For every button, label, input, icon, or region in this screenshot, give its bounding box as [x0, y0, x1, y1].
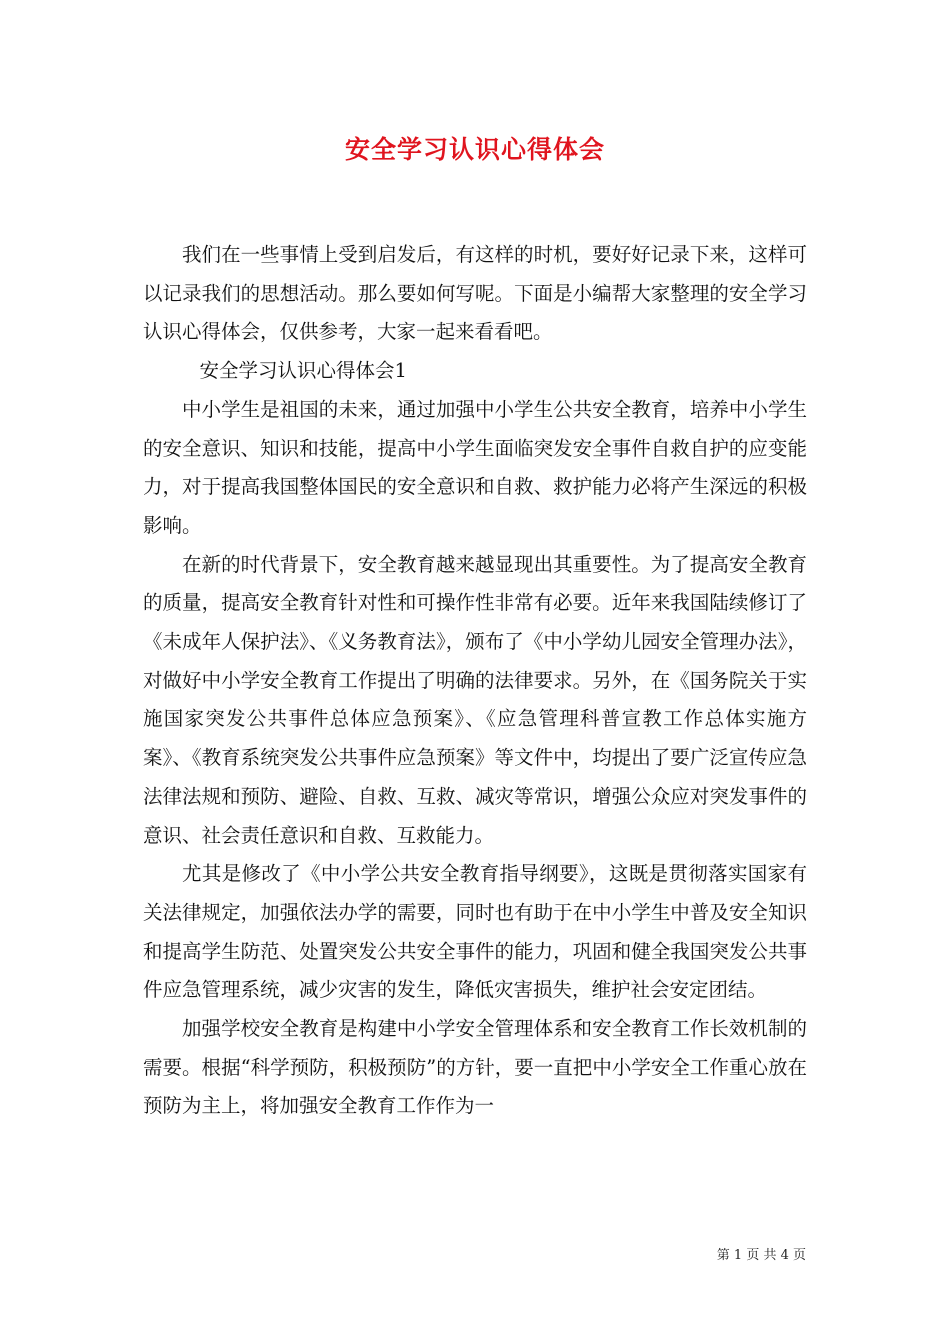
document-body	[143, 236, 807, 1126]
intro-paragraph: 我们在一些事情上受到启发后，有这样的时机，要好好记录下来，这样可以记录我们的思想活动。那么要如何写呢。下面是小编帮大家整理的安全学习认识心得体会，仅供参考，大家一起来看看吧。	[143, 243, 807, 344]
body-paragraph: 中小学生是祖国的未来，通过加强中小学生公共安全教育，培养中小学生的安全意识、知识和技能，提高中小学生面临突发安全事件自救自护的应变能力，对于提高我国整体国民的安全意识和自救、救护能力必将产生深远的积极影响。	[143, 397, 807, 537]
document-title: 安全学习认识心得体会	[344, 135, 605, 164]
page-number: 第 1 页 共 4 页	[716, 1248, 806, 1263]
body-paragraph: 在新的时代背景下，安全教育越来越显现出其重要性。为了提高安全教育的质量，提高安全教育针对性和可操作性非常有必要。近年来我国陆续修订了《未成年人保护法》、《义务教育法》，颁布了《中小学幼儿园安全管理办法》，对做好中小学安全教育工作提出了明确的法律要求。另外，在《国务院关于实施国家突发公共事件总体应急预案》、《应急管理科普宣教工作总体实施方案》、《教育系统突发公共事件应急预案》等文件中，均提出了要广泛宣传应急法律法规和预防、避险、自救、互救、减灾等常识，增强公众应对突发事件的意识、社会责任意识和自救、互救能力。	[143, 552, 807, 847]
body-paragraph: 尤其是修改了《中小学公共安全教育指导纲要》，这既是贯彻落实国家有关法律规定，加强依法办学的需要，同时也有助于在中小学生中普及安全知识和提高学生防范、处置突发公共安全事件的能力，巩固和健全我国突发公共事件应急管理系统，减少灾害的发生，降低灾害损失，维护社会安定团结。	[143, 862, 807, 1002]
section-heading: 安全学习认识心得体会1	[199, 359, 407, 383]
body-paragraph: 加强学校安全教育是构建中小学安全管理体系和安全教育工作长效机制的需要。根据“科学预防，积极预防”的方针，要一直把中小学安全工作重心放在预防为主上，将加强安全教育工作作为一	[143, 1017, 807, 1118]
